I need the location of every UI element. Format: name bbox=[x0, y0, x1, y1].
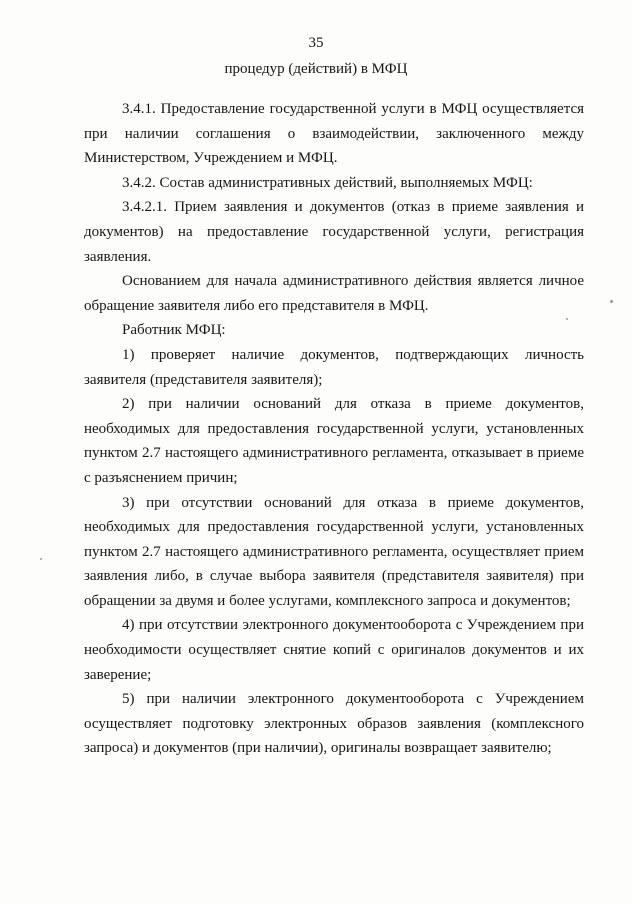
paragraph-basis: Основанием для начала административного действия является личное обращение заявителя либо его представителя в МФЦ. bbox=[84, 273, 584, 314]
paragraph-3-4-2: 3.4.2. Состав административных действий, выполняемых МФЦ: bbox=[122, 174, 533, 191]
list-item-4: 4) при отсутствии электронного документооборота с Учреждением при необходимости осуществляет снятие копий с оригиналов документов и их заверение; bbox=[84, 617, 584, 683]
document-body bbox=[84, 97, 584, 761]
section-heading-continuation: процедур (действий) в МФЦ bbox=[224, 61, 408, 77]
scan-speck bbox=[40, 558, 42, 560]
paragraph-3-4-1: 3.4.1. Предоставление государственной услуги в МФЦ осуществляется при наличии соглашения о взаимодействии, заключенного между Министерством, Учреждением и МФЦ. bbox=[84, 101, 584, 167]
scan-speck bbox=[610, 300, 613, 303]
list-item-3: 3) при отсутствии оснований для отказа в приеме документов, необходимых для предоставления государственной услуги, установленных пунктом 2.7 настоящего административного регламента, осуществляет прием заявления либо, в случае выбора заявителя (представителя заявителя) при обращении за двумя и более услугами, комплексного запроса и документов; bbox=[84, 494, 584, 609]
paragraph-worker-heading: Работник МФЦ: bbox=[122, 322, 226, 339]
scan-speck bbox=[566, 318, 568, 320]
list-item-5: 5) при наличии электронного документооборота с Учреждением осуществляет подготовку электронных образов заявления (комплексного запроса) и документов (при наличии), оригиналы возвращает заявителю; bbox=[84, 691, 584, 757]
page-number: 35 bbox=[308, 35, 324, 51]
list-item-1: 1) проверяет наличие документов, подтверждающих личность заявителя (представителя заявителя); bbox=[84, 346, 584, 388]
list-item-2: 2) при наличии оснований для отказа в приеме документов, необходимых для предоставления государственной услуги, установленных пунктом 2.7 настоящего административного регламента, отказывает в приеме с разъяснением причин; bbox=[84, 396, 584, 486]
paragraph-3-4-2-1: 3.4.2.1. Прием заявления и документов (отказ в приеме заявления и документов) на предоставление государственной услуги, регистрация заявления. bbox=[84, 199, 584, 265]
